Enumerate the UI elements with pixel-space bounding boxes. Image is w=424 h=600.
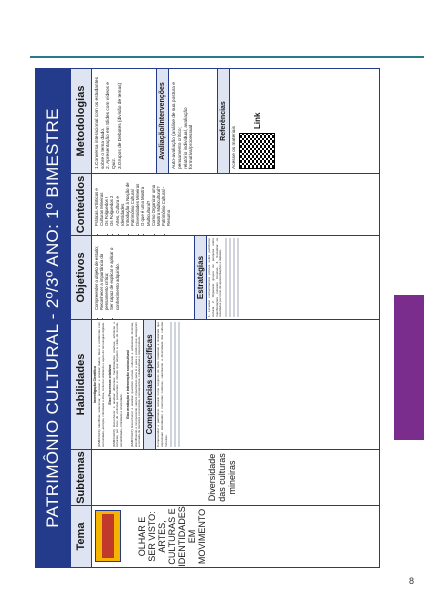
habilidade-title-3: Eixo mediação e intervenção sociocultural	[125, 350, 130, 419]
lesson-plan-table	[35, 68, 380, 568]
tema-text: OLHAR E SER VISTO: ARTES, CULTURAS E IDENTIDADES EM MOVIMENTO	[137, 506, 208, 567]
band-referencias: Referências	[217, 69, 230, 173]
conteudo-item: • Como Organizar uma Mostra Multicultural?	[151, 177, 161, 226]
conteudo-item: • O que é uma Mostra Multicultural?	[140, 177, 150, 226]
band-avaliacao: Avaliação/Intervenções	[156, 69, 169, 173]
title-bar	[36, 69, 70, 567]
metodologias-list	[92, 69, 156, 173]
objetivos-column	[92, 235, 379, 319]
page-number: 8	[408, 576, 414, 586]
metodologia-item: 2. Apresentação em Slides com vídeos e Quiz.	[106, 82, 117, 169]
conteudo-item: • Patrimônio Cultural - Resumo	[161, 177, 171, 226]
decorative-accent-bar	[394, 295, 424, 440]
header-conteudos: Conteúdos	[71, 173, 91, 235]
avaliacao-item: Auto-avaliação (análise de sua postura e pensamento crítico;	[172, 82, 183, 169]
metodologias-column	[92, 69, 379, 173]
header-row	[70, 69, 92, 567]
referencias-text: Acesse os materiais	[232, 126, 237, 169]
header-metodologias: Metodologias	[75, 85, 87, 157]
habilidade-title-1: Investigação Científica	[93, 366, 97, 403]
conteudo-item: • Os Folguedos 2	[109, 177, 114, 226]
page-title: PATRIMÔNIO CULTURAL - 2º/3º ANO: 1º BIMESTRE	[43, 108, 62, 528]
header-subtemas: Subtemas	[71, 449, 91, 505]
conteudo-item: • Os Folguedos I	[104, 177, 109, 226]
materials-link[interactable]: Link	[252, 112, 262, 129]
body-row	[92, 69, 379, 567]
conteudos-column	[92, 173, 379, 235]
conteudo-item: • Introdução à Noção de Patrimônio Cultural	[125, 177, 135, 226]
top-rule	[30, 56, 424, 58]
habilidade-text-1: (EMIFCG01) Identificar, selecionar, processar e analisar dados, fatos e evidências com curiosidade, atenção, criticidade e ética, inclusive utilizando o apoio de tecnologias digitais.	[97, 322, 105, 447]
subtemas-column	[92, 449, 379, 505]
rotated-table-wrapper	[35, 68, 380, 568]
estrategias-text: 1. Levantar conhecimentos prévios sobre patrimônio cultural. 2. Organizar grupos de pesquisa sobre manifestações culturais mineiras. 3. Socializar os resultados por meio de apresentações e debates.	[207, 238, 223, 317]
habilidade-title-2: Eixo Processos criativos	[107, 364, 112, 405]
competencias-text: Compreender o patrimônio cultural como conjunto de bens materiais e imateriais que expressam identidades e memórias coletivas, valorizando a diversidade das culturas mineiras.	[156, 322, 168, 447]
metodologia-item: 3.Grupos de Debates (divisão de temas)	[117, 82, 123, 169]
avaliacao-list	[169, 69, 217, 173]
tema-column	[92, 505, 379, 567]
conteudos-list	[92, 174, 173, 235]
conteudo-item: • Práticas Artísticas e Culturas Mineiras	[94, 177, 104, 226]
metodologia-item: 1.Conversa interacional com os estudantes sobre o tema dado.	[95, 77, 106, 169]
band-estrategias: Estratégias	[194, 236, 207, 319]
avaliacao-item: relatório individual, avaliação formativa/processual	[183, 107, 195, 169]
header-objetivos: Objetivos	[71, 235, 91, 319]
habilidade-text-2: (EMIFCG04) Reconhecer e analisar diferentes manifestações criativas, artísticas e culturais, por meio de vivências presenciais e virtuais que ampliem a visão de mundo, sensibilidade, criticidade e criatividade.	[111, 322, 124, 447]
conteudo-item: • Diversidades Mineiras	[135, 177, 140, 226]
objetivo-item: • Reconhecer a importância do pensamento crítico;	[99, 239, 109, 310]
conteudo-item: • Artes, Cultura e Identidades	[115, 177, 125, 226]
header-tema: Tema	[71, 505, 91, 567]
band-competencias: Competências específicas	[143, 320, 156, 449]
subtema-text: Diversidade das culturas mineiras	[206, 453, 238, 502]
program-logo	[95, 511, 121, 563]
objetivos-list	[92, 236, 194, 319]
objetivo-item: • Ser capaz de explicar e aplicar o conhecimento adquirido.	[109, 239, 119, 310]
habilidades-column	[92, 319, 379, 449]
objetivo-item: • Compreender o objeto de estudo;	[94, 239, 99, 310]
header-habilidades: Habilidades	[71, 319, 91, 449]
habilidade-text-3: (EMIFCG07) Reconhecer e analisar questões sociais, culturais e ambientais diversas, identificando e incorporando valores importantes para si e para o coletivo que assegurem a tomada de decisões conscientes, consequentes, colaborativas e responsáveis.	[129, 322, 142, 447]
qr-code-icon[interactable]	[239, 133, 275, 169]
referencias-block	[230, 69, 277, 173]
